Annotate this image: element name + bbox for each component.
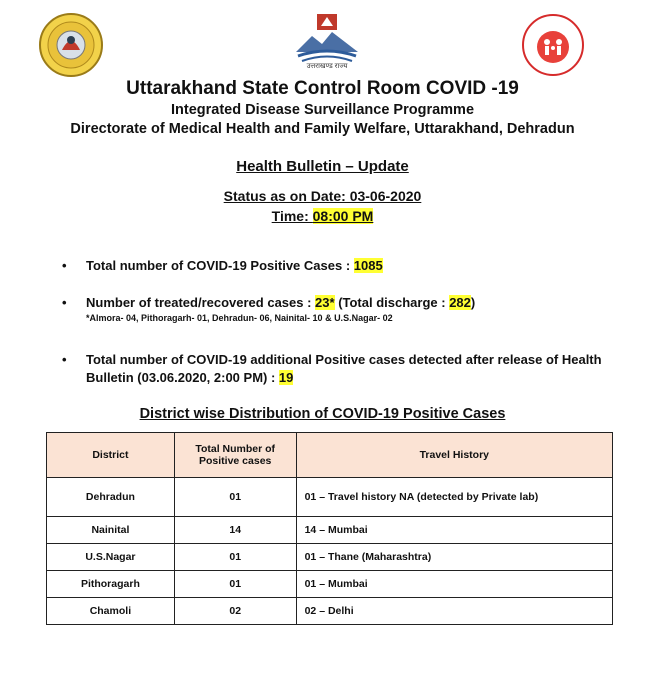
state-logo-caption: उत्तराखण्ड राज्य	[306, 63, 348, 70]
total-positive-label: Total number of COVID-19 Positive Cases :	[86, 258, 354, 273]
header-positive-cases: Total Number of Positive cases	[174, 433, 296, 478]
bulletin-heading	[0, 158, 645, 175]
bullet-recovered	[62, 294, 622, 324]
table-row	[47, 478, 613, 517]
status-time	[0, 208, 645, 224]
status-date-text: Status as on Date: 03-06-2020	[223, 188, 422, 204]
district-cell: U.S.Nagar	[47, 544, 175, 571]
recovered-value: 23*	[315, 295, 335, 310]
table-row	[47, 544, 613, 571]
additional-cases-value: 19	[278, 370, 294, 385]
cases-cell: 14	[174, 517, 296, 544]
bullet-total-positive	[62, 257, 622, 275]
table-row	[47, 571, 613, 598]
district-cell: Nainital	[47, 517, 175, 544]
table-row	[47, 517, 613, 544]
discharge-label: (Total discharge :	[334, 295, 450, 310]
page-title: Uttarakhand State Control Room COVID -19	[126, 78, 519, 99]
header-district: District	[47, 433, 175, 478]
uttarakhand-state-logo	[292, 12, 362, 74]
recovered-label: Number of treated/recovered cases :	[86, 295, 316, 310]
national-health-mission-logo	[520, 12, 586, 78]
discharge-value: 282	[449, 295, 471, 310]
left-emblem-logo	[38, 12, 104, 78]
bullet-dot: •	[62, 258, 67, 273]
travel-cell: 01 – Travel history NA (detected by Private lab)	[296, 478, 612, 517]
status-date	[0, 188, 645, 204]
cases-cell: 02	[174, 598, 296, 625]
time-value: 08:00 PM	[312, 208, 374, 224]
table-row	[47, 598, 613, 625]
district-table-title: District wise Distribution of COVID-19 Positive Cases	[139, 406, 506, 422]
bullet-additional-cases	[62, 351, 622, 387]
recovered-district-note: *Almora- 04, Pithoragarh- 01, Dehradun- 06, Nainital- 10 & U.S.Nagar- 02	[86, 313, 393, 323]
district-cell: Chamoli	[47, 598, 175, 625]
header-travel-history: Travel History	[296, 433, 612, 478]
discharge-close: )	[470, 295, 476, 310]
total-positive-value: 1085	[353, 258, 383, 273]
cases-cell: 01	[174, 478, 296, 517]
bullet-dot: •	[62, 295, 67, 310]
programme-subtitle: Integrated Disease Surveillance Programme	[170, 102, 475, 118]
cases-cell: 01	[174, 544, 296, 571]
table-header-row	[47, 433, 613, 478]
additional-cases-label: Total number of COVID-19 additional Positive cases detected after release of Health Bulletin (03.06.2020, 2:00 PM) :	[86, 352, 602, 385]
district-cell: Dehradun	[47, 478, 175, 517]
directorate-subtitle: Directorate of Medical Health and Family Welfare, Uttarakhand, Dehradun	[70, 121, 575, 137]
travel-cell: 02 – Delhi	[296, 598, 612, 625]
travel-cell: 14 – Mumbai	[296, 517, 612, 544]
district-table	[46, 432, 613, 625]
travel-cell: 01 – Mumbai	[296, 571, 612, 598]
bulletin-title: Health Bulletin – Update	[236, 158, 409, 175]
travel-cell: 01 – Thane (Maharashtra)	[296, 544, 612, 571]
cases-cell: 01	[174, 571, 296, 598]
time-label: Time:	[271, 208, 313, 224]
bullet-dot: •	[62, 352, 67, 367]
district-cell: Pithoragarh	[47, 571, 175, 598]
